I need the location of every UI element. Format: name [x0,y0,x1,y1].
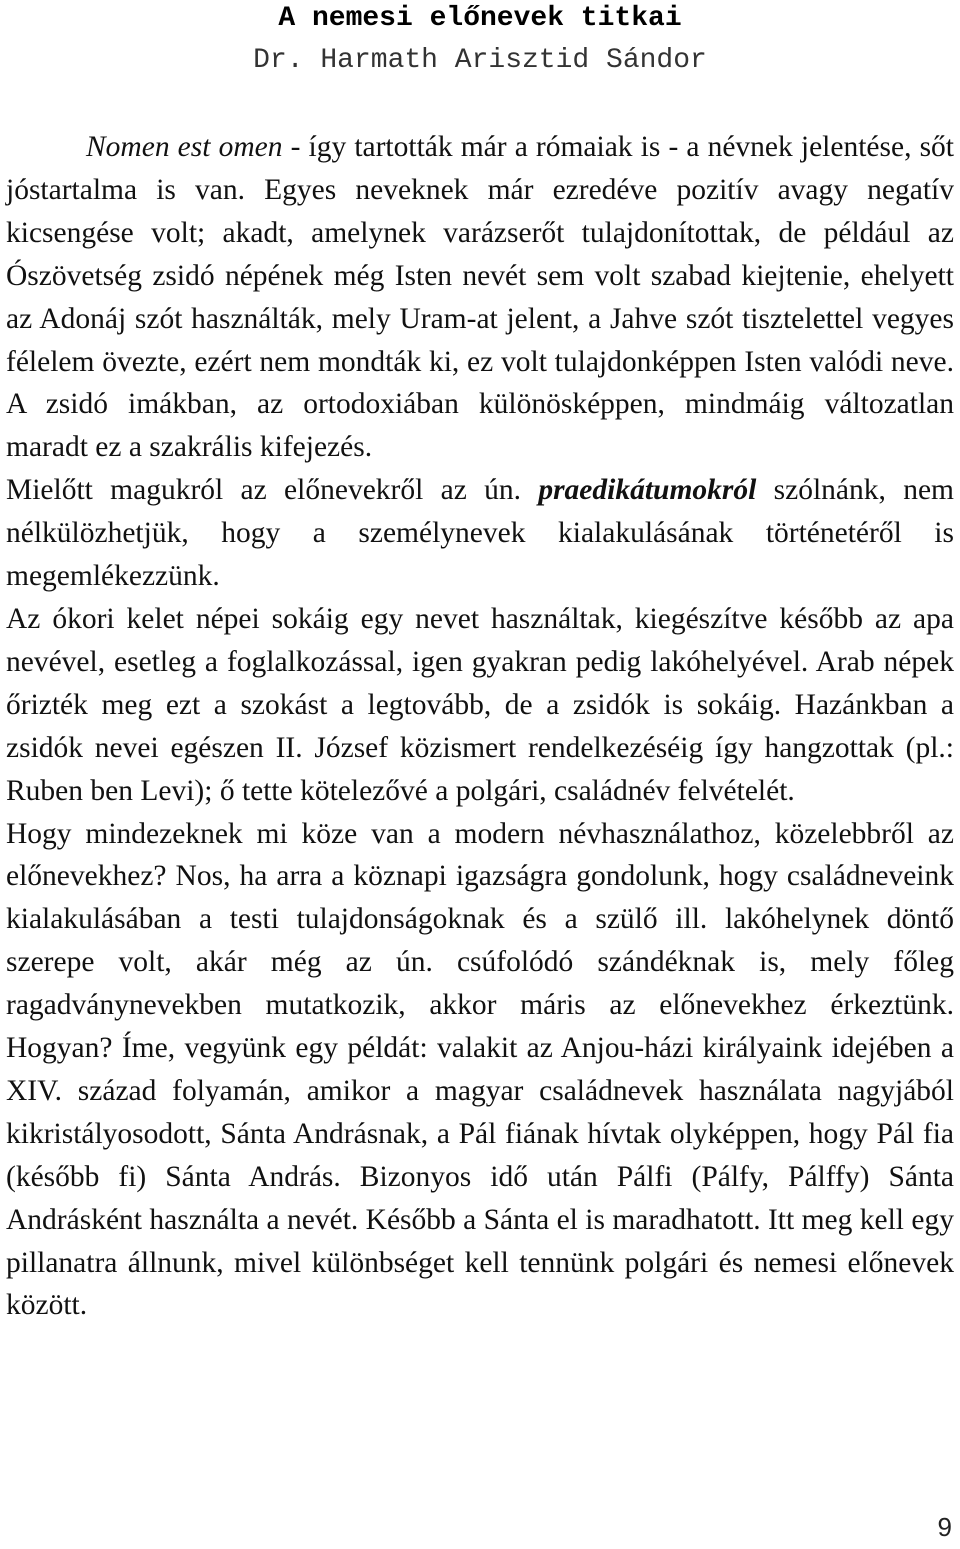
paragraph-4: Hogy mindezeknek mi köze van a modern névhasználathoz, közelebbről az előnevekhez? Nos, ha arra a köznapi igazságra gondolunk, hogy családneveink kialakulásában a testi tulajdonságoknak és a szülő ill. lakóhelynek döntő szerepe volt, akár még az ún. csúfolódó szándéknak is, mely főleg ragadványnevekben mutatkozik, akkor máris az előnevekhez érkeztünk. Hogyan? Íme, vegyünk egy példát: valakit az Anjou-házi királyaink idejében a XIV. század folyamán, amikor a magyar családnevek használata nagyjából kikristályosodott, Sánta Andrásnak, a Pál fiának hívtak olyképpen, hogy Pál fia (később fi) Sánta András. Bizonyos idő után Pálfi (Pálfy, Pálffy) Sánta Andrásként használta a nevét. Később a Sánta el is maradhatott. Itt meg kell egy pillanatra állnunk, mivel különbséget kell tennünk polgári és nemesi előnevek között. [6,817,954,1322]
emphasized-term: praedikátumokról [538,474,757,507]
paragraph-2-before: Mielőtt magukról az előnevekről az ún. [6,474,539,507]
author-name: Dr. Harmath Arisztid Sándor [253,45,707,76]
paragraph-2-after: szólnánk, nem nélkülözhetjük, hogy a személynevek kialakulásának történetéről is megemlékezzünk. [6,474,954,593]
paragraph-2 [6,469,954,598]
page-title: A nemesi előnevek titkai [278,3,682,34]
paragraph-1-text: - így tartották már a rómaiak is - a névnek jelentése, sőt jóstartalma is van. Egyes neveknek már ezredéve pozitív avagy negatív kicsengése volt; akadt, amelynek varázserőt tulajdonítottak, de például az Ószövetség zsidó népének még Isten nevét sem volt szabad kiejtenie, ehelyett az Adonáj szót használták, mely Uram-at jelent, a Jahve szót tisztelettel vegyes félelem övezte, ezért nem mondták ki, ez volt tulajdonképpen Isten valódi neve. A zsidó imákban, az ortodoxiában különösképpen, mindmáig változatlan maradt ez a szakrális kifejezés. [6,131,954,464]
page-number: 9 [937,1512,952,1542]
latin-phrase: Nomen est omen [86,131,283,163]
article-body [6,126,954,1327]
paragraph-1 [6,126,954,469]
paragraph-3: Az ókori kelet népei sokáig egy nevet használtak, kiegészítve később az apa nevével, esetleg a foglalkozással, igen gyakran pedig lakóhelyével. Arab népek őrizték meg ezt a szokást a legtovább, de a zsidók is sokáig. Hazánkban a zsidók nevei egészen II. József közismert rendelkezéséig így hangzottak (pl.: Ruben ben Levi); ő tette kötelezővé a polgári, családnév felvételét. [6,602,954,807]
